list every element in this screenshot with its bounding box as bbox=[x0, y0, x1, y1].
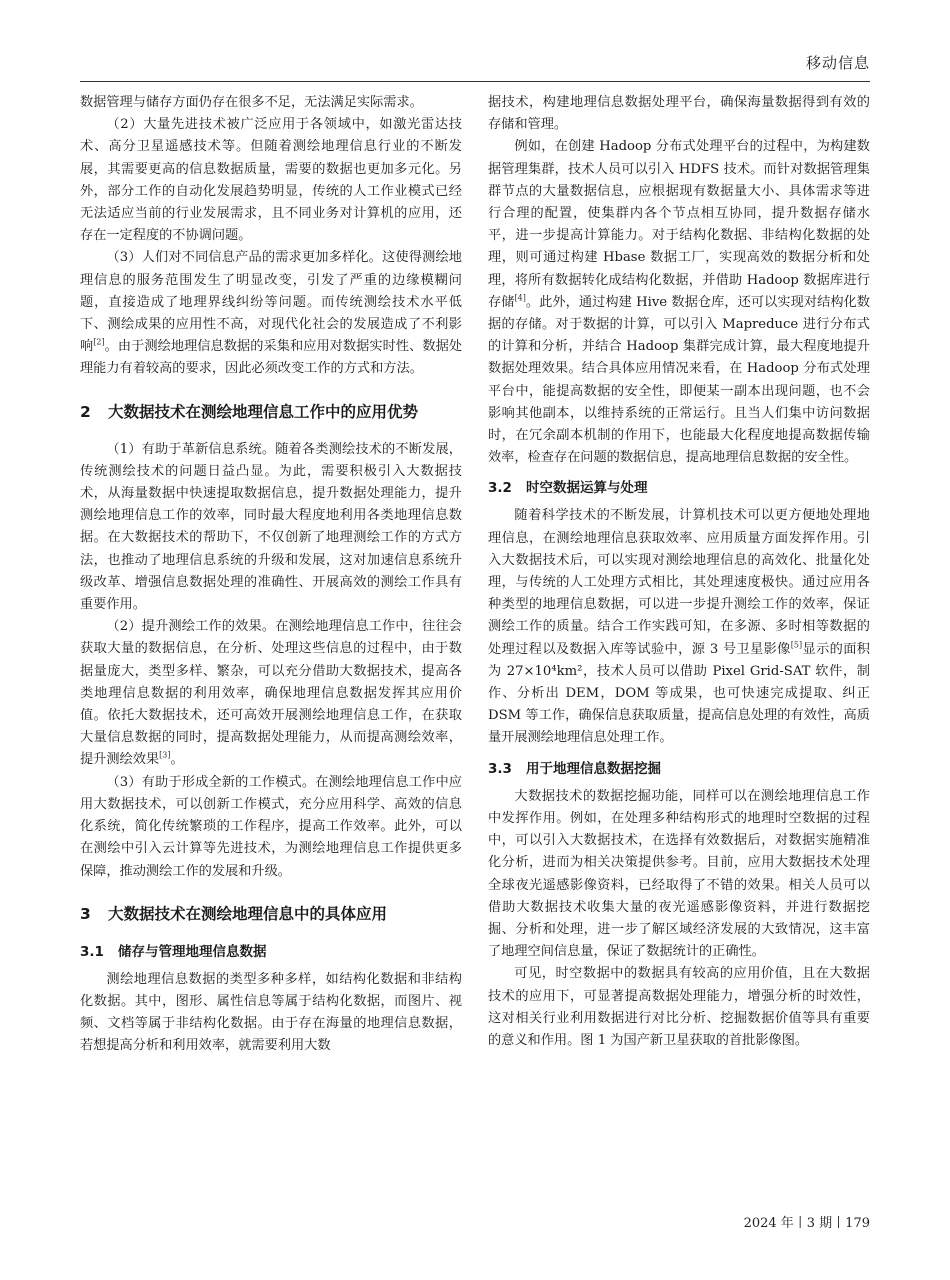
paragraph: 测绘地理信息数据的类型多种多样，如结构化数据和非结构化数据。其中，图形、属性信息等属于结构化数据，而图片、视频、文档等属于非结构化数据。由于存在海量的地理信息数据，若想提高分析和利用效率，就需要利用大数 bbox=[80, 971, 462, 1054]
subsection-title: 储存与管理地理信息数据 bbox=[118, 943, 267, 960]
paragraph bbox=[488, 505, 870, 749]
citation-ref[interactable]: [2] bbox=[93, 337, 105, 347]
paragraph: 据技术，构建地理信息数据处理平台，确保海量数据得到有效的存储和管理。 bbox=[488, 95, 870, 133]
citation-ref[interactable]: [5] bbox=[790, 640, 803, 650]
paragraph: （3）有助于形成全新的工作模式。在测绘地理信息工作中应用大数据技术，可以创新工作模式，充分应用科学、高效的信息化系统，简化传统繁琐的工作程序，提高工作效率。此外，可以在测绘中引入云计算等先进技术，为测绘地理信息工作提供更多保障，推动测绘工作的发展和升级。 bbox=[80, 774, 462, 879]
paragraph bbox=[488, 136, 870, 469]
citation-ref[interactable]: [3] bbox=[159, 751, 171, 761]
subsection-heading-3-2 bbox=[488, 477, 870, 499]
section-number: 2 bbox=[80, 402, 91, 421]
paragraph-text: 。此外，通过构建 Hive 数据仓库，还可以实现对结构化数据的存储。对于数据的计算，可以引入 Mapreduce 进行分布式的计算和分析，并结合 Hadoop 集群完成计算，最大程度地提升数据处理效果。结合具体应用情况来看，在 Hadoop 分布式处理平台中，能提高数据的安全性，即便某一副本出现问题，也不会影响其他副本，以维持系统的正常运行。且当人们集中访问数据时，在冗余副本机制的作用下，也能最大化程度地提高数据传输效率，检查存在问题的数据信息，提高地理信息数据的安全性。 bbox=[488, 294, 871, 466]
subsection-number: 3.2 bbox=[488, 480, 512, 497]
section-heading-3 bbox=[80, 901, 462, 927]
journal-title: 移动信息 bbox=[805, 54, 870, 72]
header-rule bbox=[80, 81, 870, 82]
left-column bbox=[80, 92, 462, 1058]
citation-ref[interactable]: [4] bbox=[514, 293, 526, 303]
paragraph-text: （3）人们对不同信息产品的需求更加多样化。这使得测绘地理信息的服务范围发生了明显改变，引发了严重的边缘模糊问题，直接造成了地理界线纠纷等问题。而传统测绘技术水平低下、测绘成果的应用性不高，对现代化社会的发展造成了不利影响 bbox=[80, 250, 462, 355]
section-heading-2 bbox=[80, 399, 462, 425]
paragraph bbox=[80, 616, 462, 771]
paragraph: 大数据技术的数据挖掘功能，同样可以在测绘地理信息工作中发挥作用。例如，在处理多种结构形式的地理时空数据的过程中，可以引入大数据技术，在选择有效数据后，对数据实施精准化分析，进而为相关决策提供参考。目前，应用大数据技术处理全球夜光遥感影像资料，已经取得了不错的效果。相关人员可以借助大数据技术收集大量的夜光遥感影像资料，并进行数据挖掘、分析和处理，进一步了解区域经济发展的大致情况，这丰富了地理空间信息量，保证了数据统计的正确性。 bbox=[488, 788, 870, 960]
paragraph: （2）大量先进技术被广泛应用于各领域中，如激光雷达技术、高分卫星遥感技术等。但随着测绘地理信息行业的不断发展，其需要更高的信息数据质量，需要的数据也更加多元化。另外，部分工作的自动化发展趋势明显，传统的人工作业模式已经无法适应当前的行业发展需求，且不同业务对计算机的应用，还存在一定程度的不协调问题。 bbox=[80, 117, 462, 244]
subsection-heading-3-1 bbox=[80, 941, 462, 963]
paragraph: 可见，时空数据中的数据具有较高的应用价值，且在大数据技术的应用下，可显著提高数据处理能力，增强分析的时效性，这对相关行业利用数据进行对比分析、挖掘数据价值等具有重要的意义和作用。图 1 为国产新卫星获取的首批影像图。 bbox=[488, 966, 870, 1048]
section-number: 3 bbox=[80, 904, 91, 923]
section-title: 大数据技术在测绘地理信息中的具体应用 bbox=[108, 904, 388, 923]
paragraph-text: 例如，在创建 Hadoop 分布式处理平台的过程中，为构建数据管理集群，技术人员可以引入 HDFS 技术。而针对数据管理集群节点的大量数据信息，应根据现有数据量大小、具体需求等进行合理的配置，使集群内各个节点相互协同，提升数据存储水平，进一步提高计算能力。对于结构化数据、非结构化数据的处理，则可通过构建 Hbase 数据工厂，实现高效的数据分析和处理，将所有数据转化成结构化数据，并借助 Hadoop 数据库进行存储 bbox=[488, 139, 870, 310]
subsection-heading-3-3 bbox=[488, 758, 870, 780]
paragraph-text: （2）提升测绘工作的效果。在测绘地理信息工作中，往往会获取大量的数据信息，在分析、处理这些信息的过程中，由于数据量庞大，类型多样、繁杂，可以充分借助大数据技术，提高各类地理信息数据的利用效率，确保地理信息数据发挥其应用价值。依托大数据技术，还可高效开展测绘地理信息工作，在获取大量信息数据的同时，提高数据处理能力，从而提高测绘效率，提升测绘效果 bbox=[80, 619, 462, 768]
subsection-title: 时空数据运算与处理 bbox=[526, 480, 648, 497]
paragraph: （1）有助于革新信息系统。随着各类测绘技术的不断发展，传统测绘技术的问题日益凸显。为此，需要积极引入大数据技术，从海量数据中快速提取数据信息，提升数据处理能力，提升测绘地理信息工作的效率，同时最大程度地利用各类地理信息数据。在大数据技术的帮助下，不仅创新了地理测绘工作的方式方法，也推动了地理信息系统的升级和发展，这对加速信息系统升级改革、增强信息数据处理的准确性、开展高效的测绘工作具有重要作用。 bbox=[80, 441, 462, 613]
subsection-title: 用于地理信息数据挖掘 bbox=[526, 760, 661, 777]
paragraph-text: 随着科学技术的不断发展，计算机技术可以更方便地处理地理信息，在测绘地理信息获取效率、应用质量方面发挥作用。引入大数据技术后，可以实现对测绘地理信息的高效化、批量化处理，与传统的人工处理方式相比，其处理速度极快。通过应用各种类型的地理信息数据，可以进一步提升测绘工作的效率，保证测绘工作的质量。结合工作实践可知，在多源、多时相等数据的处理过程以及数据入库等试验中，源 3 号卫星影像 bbox=[488, 508, 870, 657]
paragraph-text: 。 bbox=[170, 752, 184, 768]
paragraph-text: 显示的面积为 27×10⁴km²，技术人员可以借助 Pixel Grid-SAT 软件，制作、分析出 DEM，DOM 等成果，也可快速完成提取、纠正 DSM 等工作，确保信息获取质量，提高信息处理的有效性，高质量开展测绘地理信息处理工作。 bbox=[488, 641, 870, 746]
paragraph bbox=[80, 247, 462, 380]
page-footer: 2024 年丨3 期丨179 bbox=[743, 1216, 870, 1231]
paragraph: 数据管理与储存方面仍存在很多不足，无法满足实际需求。 bbox=[80, 95, 423, 110]
subsection-number: 3.1 bbox=[80, 943, 104, 960]
right-column bbox=[488, 92, 870, 1052]
section-title: 大数据技术在测绘地理信息工作中的应用优势 bbox=[108, 402, 419, 421]
subsection-number: 3.3 bbox=[488, 760, 512, 777]
paragraph-text: 。由于测绘地理信息数据的采集和应用对数据实时性、数据处理能力有着较高的要求，因此必须改变工作的方式和方法。 bbox=[80, 339, 463, 377]
